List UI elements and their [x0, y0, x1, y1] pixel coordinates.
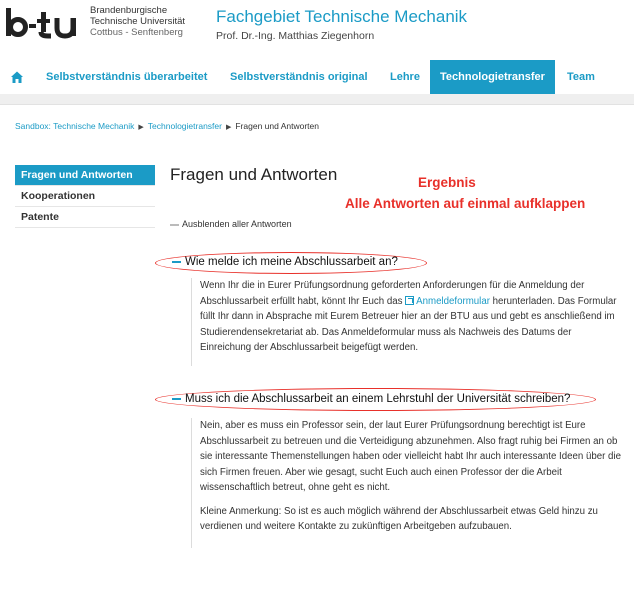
faq-answer-1 — [191, 278, 624, 366]
annotation-expand-all: Alle Antworten auf einmal aufklappen — [345, 196, 586, 211]
nav-item-selbstverstaendnis-original[interactable]: Selbstverständnis original — [230, 71, 368, 83]
external-link-icon — [405, 296, 414, 305]
nav-item-selbstverstaendnis-ueberarbeitet[interactable]: Selbstverständnis überarbeitet — [46, 71, 208, 83]
main-navigation — [0, 60, 634, 94]
faq-question-2-text: Muss ich die Abschlussarbeit an einem Lehrstuhl der Universität schreiben? — [185, 393, 571, 405]
anmeldeformular-link-label: Anmeldeformular — [416, 295, 490, 307]
btu-logo[interactable] — [4, 6, 88, 47]
faq-question-2[interactable] — [172, 393, 570, 405]
nav-underband — [0, 94, 634, 104]
breadcrumb-item-technologietransfer[interactable]: Technologietransfer — [147, 121, 222, 131]
sidebar — [15, 165, 155, 228]
nav-item-team[interactable]: Team — [567, 71, 595, 83]
collapse-icon — [170, 224, 179, 226]
breadcrumb-item-sandbox[interactable]: Sandbox: Technische Mechanik — [15, 121, 135, 131]
divider — [0, 104, 634, 105]
sidebar-item-patente[interactable]: Patente — [15, 207, 155, 228]
nav-item-lehre[interactable]: Lehre — [390, 71, 420, 83]
professor-name: Prof. Dr.-Ing. Matthias Ziegenhorn — [216, 30, 375, 42]
department-title[interactable]: Fachgebiet Technische Mechanik — [216, 7, 468, 26]
faq-question-1-text: Wie melde ich meine Abschlussarbeit an? — [185, 256, 398, 268]
minus-icon — [172, 261, 181, 263]
annotation-result: Ergebnis — [418, 175, 476, 190]
faq-answer-2-paragraph-2: Kleine Anmerkung: So ist es auch möglich während der Abschlussarbeit etwas Geld hinzu zu verdienen und weitere Kontakte zu zukünftigen Arbeitgeben aufzubauen. — [200, 505, 598, 532]
breadcrumb — [15, 121, 319, 131]
university-line3: Cottbus - Senftenberg — [90, 27, 183, 38]
toggle-all-label: Ausblenden aller Antworten — [182, 219, 292, 229]
nav-item-technologietransfer[interactable]: Technologietransfer — [430, 60, 555, 94]
page-title: Fragen und Antworten — [170, 165, 338, 184]
breadcrumb-arrow-icon: ▶ — [225, 124, 232, 131]
home-icon[interactable] — [10, 70, 24, 84]
university-line2: Technische Universität — [90, 16, 186, 27]
sidebar-item-fragen-und-antworten[interactable]: Fragen und Antworten — [15, 165, 155, 186]
faq-answer-1-text-rest: herunterladen. Das Formular füllt Ihr dann in Absprache mit Eurem Betreuer hier an der BTU aus und gebt es anschließend im Studierendensekretariat ab. Das Anmeldeformular muss als Nachweis des Datums der Einreichung der Abschlussarbeit beigefügt werden. — [200, 295, 617, 353]
university-line1: Brandenburgische — [90, 5, 168, 16]
btu-logo-icon — [4, 6, 88, 42]
toggle-all-answers[interactable] — [170, 219, 292, 229]
breadcrumb-item-current: Fragen und Antworten — [235, 121, 319, 131]
site-header — [0, 0, 634, 52]
faq-answer-1-text: Wenn Ihr die in Eurer Prüfungsordnung geforderten Anforderungen für die Anmeldung der Abschlussarbeit erfüllt habt, könnt Ihr Euch das — [200, 280, 585, 307]
breadcrumb-arrow-icon: ▶ — [138, 124, 144, 131]
faq-question-1[interactable] — [172, 256, 398, 268]
anmeldeformular-link[interactable] — [405, 296, 490, 307]
faq-answer-2-paragraph-1: Nein, aber es muss ein Professor sein, der laut Eurer Prüfungsordnung berechtigt ist Eure Abschlussarbeit zu betreuen und die Verteidigung abzunehmen. Also fragt ruhig bei Firmen an ob sie interessante Themenstellungen haben oder vielleicht habt Ihr auch interessante Ideen über die sich Firmen freuen. Aber wie gesagt, sucht Euch auch einen Professor der die Arbeit wissenschaftlich betreut, ohne geht es nicht. — [200, 420, 621, 493]
sidebar-item-kooperationen[interactable]: Kooperationen — [15, 186, 155, 207]
university-name — [90, 5, 185, 38]
minus-icon — [172, 398, 181, 400]
faq-answer-2 — [191, 418, 624, 548]
